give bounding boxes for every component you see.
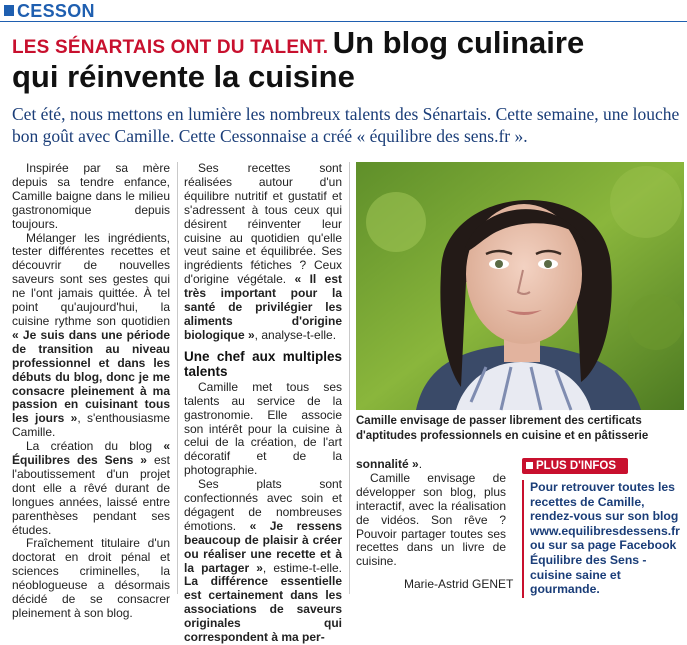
headline-title-line2: qui réinvente la cuisine <box>12 59 355 94</box>
portrait-illustration <box>356 162 684 410</box>
paragraph: Mélanger les ingrédients, tester différentes recettes et découvrir de nouvelles saveurs sont ses gestes qui ne l'ont jamais quittée. À tel point qu'aujourd'hui, la cuisine rythme son quotidien « Je suis dans une période de transition au niveau professionnel et dans les débuts du blog, donc je me consacre pleinement à ma passion en cuisinant tous les jours », s'enthousiasme Camille. <box>12 230 170 440</box>
section-rule <box>0 21 687 22</box>
info-marker-icon <box>526 462 533 469</box>
paragraph: Fraîchement titulaire d'un doctorat en droit pénal et sciences criminelles, la néoblogueuse a désormais décidé de se consacrer pleinement à son blog. <box>12 536 170 620</box>
quote: « Il est très important pour la santé de privilégier les aliments d'origine biologique » <box>184 272 342 342</box>
paragraph: La création du blog « Équilibres des Sens » est l'aboutissement d'un projet dont elle a rêvé durant de longues années, laissé entre parenthèses pendant ses études. <box>12 439 170 537</box>
quote: sonnalité » <box>356 457 419 471</box>
paragraph: Inspirée par sa mère depuis sa tendre enfance, Camille baigne dans le milieu gastronomique depuis toujours. <box>12 161 170 231</box>
article-column-2 <box>184 162 342 645</box>
blog-name: « Équilibres des Sens » <box>12 439 170 468</box>
section-name: CESSON <box>17 1 95 21</box>
author-signature: Marie-Astrid GENET <box>404 577 514 591</box>
paragraph: Camille envisage de développer son blog, plus interactif, avec la réalisation de vidéos. Son rêve ? Pouvoir partager toutes ses recettes dans un livre de cuisine. <box>356 470 506 569</box>
info-box <box>522 480 684 598</box>
paragraph: Ses recettes sont réalisées autour d'un équilibre nutritif et gustatif et s'adressent à tous ceux qui désirent réinventer leur cuisine au quotidien qu'elle veut saine et équilibrée. Ses ingrédients fétiches ? Ceux d'origine végétale. « Il est très important pour la santé de privilégier les aliments d'origine biologique », analyse-t-elle. <box>184 161 342 342</box>
quote: « Je ressens beaucoup de plaisir à créer ou réaliser une recette et à la partager » <box>184 518 342 575</box>
headline-title-line1: Un blog culinaire <box>332 25 585 60</box>
headline-kicker: LES SÉNARTAIS ONT DU TALENT. <box>12 37 329 58</box>
info-text: Pour retrouver toutes les recettes de Camille, rendez-vous sur son blog www.equilibresdessens.fr ou sur sa page Facebook Équilibre des Sens - cuisine saine et gourmande. <box>530 480 680 597</box>
section-header <box>0 0 687 22</box>
info-label: PLUS D'INFOS <box>522 458 628 474</box>
article-lead: Cet été, nous mettons en lumière les nombreux talents des Sénartais. Cette semaine, une louche bon goût avec Camille. Cette Cessonnaise a créé « équilibre des sens.fr ». <box>12 104 680 146</box>
article-column-1 <box>12 162 170 621</box>
photo-caption: Camille envisage de passer librement des certificats d'aptitudes professionnels en cuisine et en pâtisserie <box>356 415 649 442</box>
headline <box>12 26 682 94</box>
quote: La différence essentielle est certainement dans les associations de saveurs originales qui correspondent à ma per- <box>184 574 342 645</box>
subheading: Une chef aux multiples talents <box>184 348 342 379</box>
paragraph-continuation: sonnalité ». <box>356 457 423 471</box>
quote: « Je suis dans une période de transition au niveau professionnel et dans les débuts du blog, donc je me consacre pleinement à ma passion en cuisinant tous les jours » <box>12 327 170 426</box>
section-marker-icon <box>4 5 14 16</box>
column-divider <box>177 162 178 594</box>
article-column-3 <box>356 458 506 569</box>
paragraph: Camille met tous ses talents au service de la gastronomie. Elle associe son intérêt pour la cuisine à celui de la création, de l'art décoratif et de la photographie. <box>184 379 342 478</box>
portrait-photo <box>356 162 684 410</box>
column-divider <box>349 162 350 594</box>
headline-line1 <box>12 26 682 60</box>
paragraph: Ses plats sont confectionnés avec soin et dégagent de nombreuses émotions. « Je ressens beaucoup de plaisir à créer ou réaliser une recette et à la partager », estime-t-elle. La différence essentielle est certainement dans les associations de saveurs originales qui correspondent à ma per- <box>184 477 342 645</box>
